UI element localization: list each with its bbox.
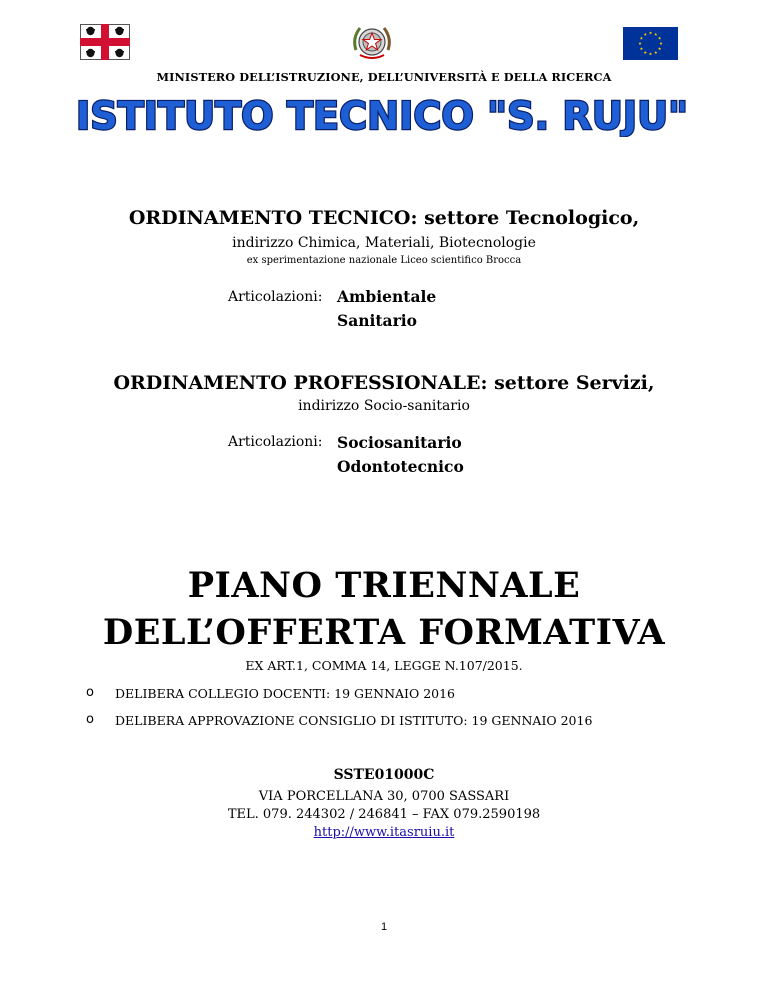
ptof-title-line-1: PIANO TRIENNALE <box>187 565 581 606</box>
institute-name-heading <box>72 97 692 137</box>
school-phone-fax: TEL. 079. 244302 / 246841 – FAX 079.2590198 <box>227 807 541 822</box>
sardinia-flag-icon <box>80 24 130 60</box>
school-address: VIA PORCELLANA 30, 0700 SASSARI <box>258 789 510 804</box>
tecnico-articolazione-item: Ambientale <box>337 287 437 306</box>
professionale-articolazione-item: Odontotecnico <box>337 457 464 476</box>
ministry-heading: MINISTERO DELL’ISTRUZIONE, DELL’UNIVERSITÀ E DELLA RICERCA <box>156 70 612 84</box>
tecnico-articolazioni-label: Articolazioni: <box>228 289 323 305</box>
website-row <box>0 825 768 840</box>
italian-republic-emblem-icon <box>350 22 394 62</box>
tecnico-indirizzo: indirizzo Chimica, Materiali, Biotecnologie <box>232 235 536 251</box>
bullet-icon: o <box>86 712 94 727</box>
institute-name-text: ISTITUTO TECNICO "S. RUJU" <box>76 97 688 137</box>
tecnico-note: ex sperimentazione nazionale Liceo scientifico Brocca <box>246 255 522 266</box>
school-code: SSTE01000C <box>333 767 435 783</box>
delibera-text: DELIBERA APPROVAZIONE CONSIGLIO DI ISTITUTO: 19 GENNAIO 2016 <box>115 713 593 728</box>
professionale-title: ORDINAMENTO PROFESSIONALE: settore Servizi, <box>113 372 655 394</box>
professionale-indirizzo: indirizzo Socio-sanitario <box>298 398 470 414</box>
bullet-icon: o <box>86 685 94 700</box>
professionale-articolazioni-label: Articolazioni: <box>228 434 323 450</box>
legal-reference: EX ART.1, COMMA 14, LEGGE N.107/2015. <box>245 658 523 673</box>
page-number: 1 <box>380 921 388 933</box>
ptof-title-line-2: DELL’OFFERTA FORMATIVA <box>102 612 666 653</box>
eu-flag-icon <box>623 27 678 60</box>
website-link[interactable]: http://www.itasruiu.it <box>313 825 455 840</box>
tecnico-articolazione-item: Sanitario <box>337 311 417 330</box>
delibera-text: DELIBERA COLLEGIO DOCENTI: 19 GENNAIO 2016 <box>115 686 456 701</box>
tecnico-title: ORDINAMENTO TECNICO: settore Tecnologico, <box>128 207 640 229</box>
professionale-articolazione-item: Sociosanitario <box>337 433 462 452</box>
